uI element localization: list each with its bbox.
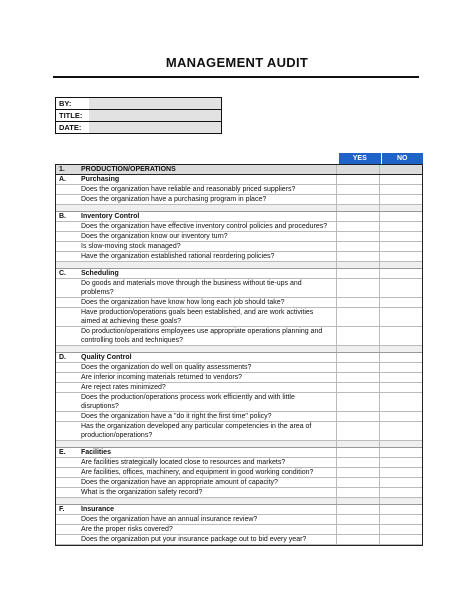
yes-cell [336,498,379,504]
question-row [56,327,422,346]
no-checkbox-cell[interactable] [379,298,422,307]
group-letter: E. [59,449,66,456]
no-checkbox-cell[interactable] [379,478,422,487]
question-gutter [56,468,81,477]
question-row [56,185,422,195]
question-text: Does the organization put your insurance package out to bid every year? [81,536,307,543]
question-row [56,298,422,308]
title-field[interactable] [89,110,221,121]
yes-checkbox-cell[interactable] [336,298,379,307]
group-spacer-row [56,262,422,269]
yes-checkbox-cell[interactable] [336,525,379,534]
yes-checkbox-cell[interactable] [336,383,379,392]
question-text: Are reject rates minimized? [81,384,166,391]
no-cell [379,205,422,211]
question-text: Does the organization have a purchasing program in place? [81,196,267,203]
question-row [56,468,422,478]
question-row [56,222,422,232]
no-checkbox-cell[interactable] [379,488,422,497]
yes-checkbox-cell[interactable] [336,373,379,382]
title-divider [53,76,419,78]
by-field[interactable] [89,98,221,109]
no-checkbox-cell[interactable] [379,535,422,544]
question-gutter [56,308,81,326]
no-checkbox-cell[interactable] [379,383,422,392]
question-gutter [56,298,81,307]
group-letter: A. [59,176,66,183]
group-title: Inventory Control [81,213,140,220]
spacer [81,441,336,447]
no-checkbox-cell[interactable] [379,222,422,231]
yes-cell [336,505,379,514]
group-title: Purchasing [81,176,120,183]
yes-checkbox-cell[interactable] [336,458,379,467]
question-row [56,478,422,488]
yes-checkbox-cell[interactable] [336,242,379,251]
page-title: MANAGEMENT AUDIT [165,55,309,70]
no-cell [379,353,422,362]
yes-checkbox-cell[interactable] [336,488,379,497]
question-text: Are facilities strategically located close to resources and markets? [81,459,286,466]
no-checkbox-cell[interactable] [379,458,422,467]
yes-checkbox-cell[interactable] [336,535,379,544]
spacer [56,441,81,447]
yes-cell [336,205,379,211]
question-text: Does the production/operations process work efficiently and with little disruptions? [81,394,295,410]
yes-cell [336,262,379,268]
yes-cell [336,448,379,457]
question-text: Does the organization have know how long each job should take? [81,299,285,306]
no-checkbox-cell[interactable] [379,515,422,524]
spacer [56,205,81,211]
spacer [56,498,81,504]
question-row [56,363,422,373]
question-row [56,535,422,545]
question-gutter [56,458,81,467]
question-text: Is slow-moving stock managed? [81,243,181,250]
group-header-row [56,448,422,458]
question-text: Have production/operations goals been established, and are work activities aimed at achieving these goals? [81,309,314,325]
no-checkbox-cell[interactable] [379,185,422,194]
spacer [81,346,336,352]
question-gutter [56,515,81,524]
question-row [56,195,422,205]
spacer [81,205,336,211]
yes-cell [336,353,379,362]
no-checkbox-cell[interactable] [379,412,422,421]
question-row [56,458,422,468]
question-gutter [56,525,81,534]
group-header-row [56,212,422,222]
question-text: Does the organization have reliable and reasonably priced suppliers? [81,186,296,193]
no-checkbox-cell[interactable] [379,525,422,534]
question-gutter [56,373,81,382]
no-checkbox-cell[interactable] [379,422,422,440]
question-gutter [56,363,81,372]
no-checkbox-cell[interactable] [379,195,422,204]
question-gutter [56,393,81,411]
question-text: Does the organization have an annual insurance review? [81,516,258,523]
info-row-by [56,98,221,110]
question-text: Have the organization established rational reordering policies? [81,253,275,260]
question-gutter [56,535,81,544]
no-column-header: NO [381,153,424,164]
audit-table [55,164,423,546]
question-gutter [56,279,81,297]
section-title: PRODUCTION/OPERATIONS [81,166,176,173]
yes-checkbox-cell[interactable] [336,308,379,326]
question-text: Has the organization developed any particular competencies in the area of production/operations? [81,423,312,439]
spacer [56,262,81,268]
question-gutter [56,242,81,251]
no-checkbox-cell[interactable] [379,327,422,345]
group-spacer-row [56,346,422,353]
yes-checkbox-cell[interactable] [336,252,379,261]
info-label: TITLE: [59,111,83,120]
group-spacer-row [56,205,422,212]
group-header-row [56,353,422,363]
question-gutter [56,327,81,345]
group-title: Facilities [81,449,111,456]
group-spacer-row [56,498,422,505]
yes-checkbox-cell[interactable] [336,363,379,372]
yes-checkbox-cell[interactable] [336,422,379,440]
question-row [56,422,422,441]
group-title: Insurance [81,506,115,513]
question-gutter [56,383,81,392]
yes-checkbox-cell[interactable] [336,412,379,421]
no-cell [379,269,422,278]
question-text: Does the organization have an appropriate amount of capacity? [81,479,278,486]
group-letter: D. [59,354,66,361]
section-header-row [56,165,422,175]
question-text: Do production/operations employees use appropriate operations planning and controlling tools and techniques? [81,328,323,344]
yes-cell [336,212,379,221]
section-number: 1. [59,166,65,173]
yes-checkbox-cell[interactable] [336,327,379,345]
question-row [56,393,422,412]
no-cell [379,165,422,174]
yes-checkbox-cell[interactable] [336,279,379,297]
no-cell [379,212,422,221]
yes-checkbox-cell[interactable] [336,222,379,231]
yes-cell [336,175,379,184]
yes-no-header [338,153,423,164]
question-gutter [56,195,81,204]
group-header-row [56,269,422,279]
group-spacer-row [56,441,422,448]
no-cell [379,262,422,268]
question-row [56,515,422,525]
question-row [56,279,422,298]
question-gutter [56,422,81,440]
question-row [56,232,422,242]
no-checkbox-cell[interactable] [379,363,422,372]
group-letter: C. [59,270,66,277]
question-row [56,412,422,422]
group-title: Quality Control [81,354,132,361]
no-cell [379,441,422,447]
group-letter: B. [59,213,66,220]
no-checkbox-cell[interactable] [379,373,422,382]
date-field[interactable] [89,122,221,133]
spacer [56,346,81,352]
no-checkbox-cell[interactable] [379,252,422,261]
yes-checkbox-cell[interactable] [336,478,379,487]
no-cell [379,448,422,457]
question-gutter [56,232,81,241]
question-text: Are inferior incoming materials returned to vendors? [81,374,243,381]
question-text: Does the organization have a "do it right the first time" policy? [81,413,272,420]
question-gutter [56,478,81,487]
question-gutter [56,185,81,194]
question-row [56,488,422,498]
yes-checkbox-cell[interactable] [336,468,379,477]
question-text: Are facilities, offices, machinery, and equipment in good working condition? [81,469,314,476]
no-checkbox-cell[interactable] [379,308,422,326]
group-header-row [56,505,422,515]
question-row [56,252,422,262]
question-row [56,383,422,393]
no-checkbox-cell[interactable] [379,468,422,477]
no-checkbox-cell[interactable] [379,279,422,297]
yes-checkbox-cell[interactable] [336,393,379,411]
yes-column-header: YES [338,153,381,164]
question-gutter [56,222,81,231]
info-row-date [56,122,221,133]
group-letter: F. [59,506,65,513]
no-checkbox-cell[interactable] [379,242,422,251]
yes-checkbox-cell[interactable] [336,185,379,194]
question-gutter [56,252,81,261]
question-row [56,242,422,252]
question-row [56,525,422,535]
no-cell [379,346,422,352]
question-gutter [56,412,81,421]
no-checkbox-cell[interactable] [379,393,422,411]
yes-cell [336,346,379,352]
question-text: What is the organization safety record? [81,489,203,496]
question-text: Does the organization know our inventory turn? [81,233,228,240]
info-label: BY: [59,99,72,108]
yes-checkbox-cell[interactable] [336,232,379,241]
yes-checkbox-cell[interactable] [336,515,379,524]
info-row-title [56,110,221,122]
question-text: Do goods and materials move through the business without tie-ups and problems? [81,280,302,296]
spacer [81,262,336,268]
question-gutter [56,488,81,497]
no-cell [379,498,422,504]
group-header-row [56,175,422,185]
yes-cell [336,269,379,278]
spacer [81,498,336,504]
no-cell [379,175,422,184]
info-label: DATE: [59,123,82,132]
question-text: Are the proper risks covered? [81,526,173,533]
no-checkbox-cell[interactable] [379,232,422,241]
question-text: Does the organization have effective inventory control policies and procedures? [81,223,328,230]
info-box [55,97,222,134]
question-row [56,373,422,383]
yes-cell [336,441,379,447]
yes-checkbox-cell[interactable] [336,195,379,204]
question-text: Does the organization do well on quality assessments? [81,364,252,371]
question-row [56,308,422,327]
group-title: Scheduling [81,270,119,277]
yes-cell [336,165,379,174]
no-cell [379,505,422,514]
